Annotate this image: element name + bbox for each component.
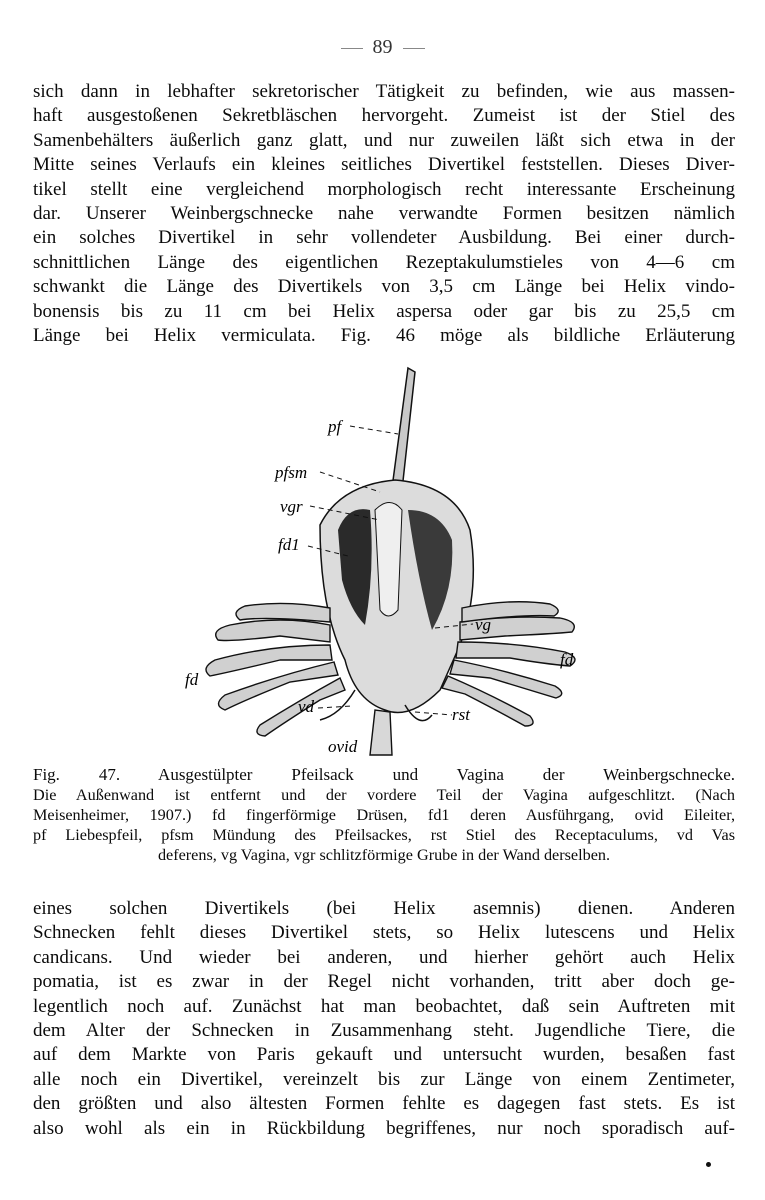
caption-line: deferens, vg Vagina, vgr schlitzförmige Grube in der Wand derselben. bbox=[157, 846, 611, 864]
text-line: candicans. Und wieder bei anderen, und hierher gehört auch Helix bbox=[33, 946, 735, 968]
caption-line: Meisenheimer, 1907.) fd fingerförmige Drüsen, fd1 deren Ausführgang, ovid Eileiter, bbox=[33, 806, 735, 824]
label-fd-right: fd bbox=[560, 650, 574, 669]
text-line: bonensis bis zu 11 cm bei Helix aspersa oder gar bis zu 25,5 cm bbox=[33, 300, 735, 322]
page-number-dash-left bbox=[341, 48, 363, 49]
page-number bbox=[0, 36, 765, 59]
text-line: Schnecken fehlt dieses Divertikel stets, so Helix lutescens und Helix bbox=[33, 922, 735, 944]
text-line: sich dann in lebhafter sekretorischer Tätigkeit zu befinden, wie aus massen- bbox=[33, 81, 735, 102]
text-line: Länge bei Helix vermiculata. Fig. 46 möge als bildliche Erläuterung bbox=[33, 324, 735, 346]
oviduct bbox=[370, 710, 392, 755]
text-line: eines solchen Divertikels (bei Helix asemnis) dienen. Anderen bbox=[33, 898, 735, 919]
text-line: Samenbehälters äußerlich ganz glatt, und nur zuweilen läßt sich etwa in der bbox=[33, 129, 735, 151]
text-line: pomatia, ist es zwar in der Regel nicht vorhanden, tritt aber doch ge- bbox=[33, 971, 735, 993]
leader-vd bbox=[318, 706, 352, 708]
label-vg: vg bbox=[475, 615, 492, 634]
caption-line: Die Außenwand ist entfernt und der vordere Teil der Vagina aufgeschlitzt. (Nach bbox=[33, 786, 735, 804]
label-fd1: fd1 bbox=[278, 535, 300, 554]
label-ovid: ovid bbox=[328, 737, 358, 756]
label-pf: pf bbox=[328, 417, 342, 436]
label-vd: vd bbox=[298, 697, 315, 716]
label-fd-left: fd bbox=[185, 670, 199, 689]
text-line: alle noch ein Divertikel, vereinzelt bis zur Länge von einem Zentimeter, bbox=[33, 1068, 735, 1090]
text-line: auf dem Markte von Paris gekauft und untersucht wurden, besaßen fast bbox=[33, 1044, 735, 1066]
paragraph-bottom bbox=[33, 897, 735, 1141]
label-rst: rst bbox=[452, 705, 470, 724]
dart-shape bbox=[392, 368, 415, 490]
finger-glands-left bbox=[206, 603, 345, 736]
text-line: Mitte seines Verlaufs ein kleines seitliches Divertikel feststellen. Dieses Diver- bbox=[33, 154, 735, 176]
label-vgr: vgr bbox=[280, 497, 303, 516]
label-pfsm: pfsm bbox=[275, 463, 308, 482]
text-line: haft ausgestoßenen Sekretbläschen hervorgeht. Zumeist ist der Stiel des bbox=[33, 105, 735, 127]
caption-line: Fig. 47. Ausgestülpter Pfeilsack und Vagina der Weinbergschnecke. bbox=[33, 765, 735, 784]
leader-rst bbox=[415, 712, 452, 715]
ink-dot bbox=[706, 1162, 711, 1167]
text-line: schwankt die Länge des Divertikels von 3,5 cm Länge bei Helix vindo- bbox=[33, 276, 735, 298]
text-line: also wohl als ein in Rückbildung begriffenes, nur noch sporadisch auf- bbox=[33, 1117, 735, 1139]
figure-47-illustration bbox=[170, 360, 600, 760]
text-line: den größten und also ältesten Formen fehlte es dagegen fast stets. Es ist bbox=[33, 1093, 735, 1115]
text-line: legentlich noch auf. Zunächst hat man beobachtet, daß sein Auftreten mit bbox=[33, 995, 735, 1017]
text-line: ein solches Divertikel in sehr vollendeter Ausbildung. Bei einer durch- bbox=[33, 227, 735, 249]
text-line: tikel stellt eine vergleichend morphologisch recht interessante Erscheinung bbox=[33, 178, 735, 200]
leader-pf bbox=[350, 426, 398, 434]
text-line: schnittlichen Länge des eigentlichen Rezeptakulumstieles von 4—6 cm bbox=[33, 251, 735, 273]
paragraph-top bbox=[33, 80, 735, 348]
text-line: dem Alter der Schnecken in Zusammenhang steht. Jugendliche Tiere, die bbox=[33, 1019, 735, 1041]
caption-line: pf Liebespfeil, pfsm Mündung des Pfeilsackes, rst Stiel des Receptaculums, vd Vas bbox=[33, 826, 735, 844]
text-line: dar. Unserer Weinbergschnecke nahe verwandte Formen besitzen nämlich bbox=[33, 202, 735, 224]
page-number-text: 89 bbox=[372, 36, 393, 58]
figure-caption bbox=[33, 765, 735, 865]
page-number-dash-right bbox=[403, 48, 425, 49]
inner-channel bbox=[375, 503, 402, 617]
